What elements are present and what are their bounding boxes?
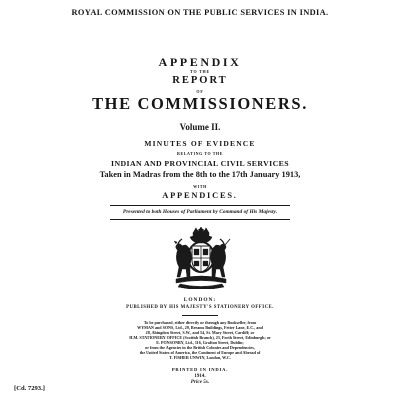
divider-top [110,205,290,206]
purchase-line: E. PONSONBY, Ltd., 116, Grafton Street, Dublin; [156,340,244,345]
imprint-divider [182,315,218,316]
divider-bottom [110,219,290,220]
command-paper-number: [Cd. 7293.] [14,385,45,392]
taken-line: Taken in Madras from the 8th to the 17th January 1913, [99,170,301,179]
of-connector: OF [196,89,204,94]
purchase-line: To be purchased, either directly or through any Bookseller, from [143,320,257,325]
appendices-heading: APPENDICES. [162,191,238,200]
royal-coat-of-arms [162,227,240,289]
commission-heading: ROYAL COMMISSION ON THE PUBLIC SERVICES IN INDIA. [71,8,329,17]
appendix-heading: APPENDIX [158,55,242,69]
purchase-line: or from the Agencies in the British Colonies and Dependencies, [145,345,255,350]
price-label: Price 5s. [190,379,210,385]
printed-in-note: PRINTED IN INDIA. [171,367,229,372]
to-the-connector: TO THE [190,69,210,74]
purchase-line: H.M. STATIONERY OFFICE (Scottish Branch), 23, Forth Street, Edinburgh; or [129,335,271,340]
publication-year: 1914. [194,374,206,379]
volume-label: Volume II. [179,122,221,132]
commissioners-heading: THE COMMISSIONERS. [92,94,308,113]
relating-connector: RELATING TO THE [176,151,224,156]
purchase-line: 28, Abingdon Street, S.W., and 54, St. Mary Street, Cardiff; or [145,330,255,335]
report-heading: REPORT [172,75,228,86]
imprint-city: LONDON: [183,297,217,303]
minutes-heading: MINUTES OF EVIDENCE [144,139,256,148]
presented-note: Presented to both Houses of Parliament by Command of His Majesty. [122,209,278,215]
imprint-publisher: PUBLISHED BY HIS MAJESTY'S STATIONERY OFFICE. [126,305,274,310]
with-connector: WITH [193,184,207,189]
purchase-line: T. FISHER UNWIN, London, W.C. [169,355,231,360]
purchase-line: WYMAN and SONS, Ltd., 29, Breams Buildings, Fetter Lane, E.C., and [137,325,263,330]
purchase-line: the United States of America, the Continent of Europe and Abroad of [139,350,261,355]
services-heading: INDIAN AND PROVINCIAL CIVIL SERVICES [111,159,289,168]
